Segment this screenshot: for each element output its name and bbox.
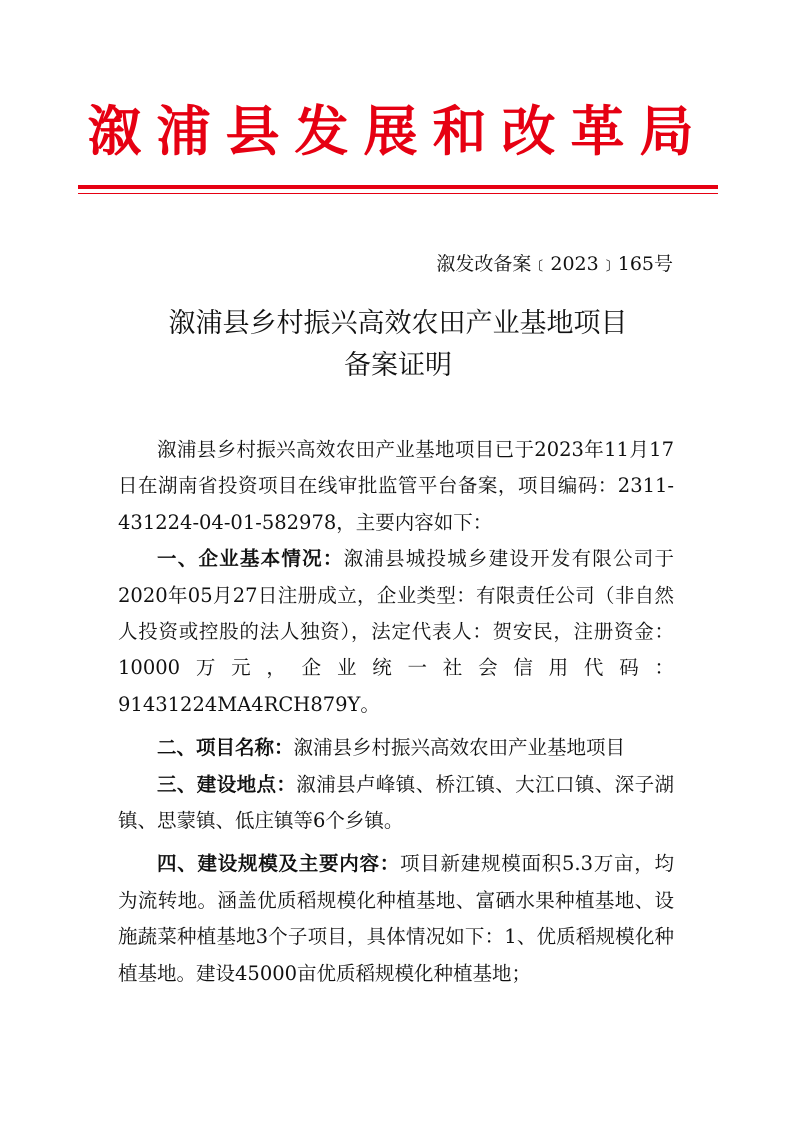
document-body: [118, 432, 674, 992]
header-divider-thin: [78, 193, 718, 194]
section-heading-project-name: 二、项目名称：: [157, 736, 294, 760]
document-title-line2: 备案证明: [344, 350, 452, 381]
document-number: 溆发改备案﹝2023﹞165号: [436, 253, 673, 275]
section-project-name: [118, 730, 674, 766]
section-heading-location: 三、建设地点：: [157, 772, 297, 796]
section-text-project-name: 溆浦县乡村振兴高效农田产业基地项目: [293, 736, 626, 760]
section-scale: [118, 846, 674, 992]
organization-header: 溆浦县发展和改革局: [87, 100, 709, 163]
section-text-enterprise: 溆浦县城投城乡建设开发有限公司于2020年05月27日注册成立，企业类型：有限责任公司（非自然人投资或控股的法人独资），法定代表人：贺安民，注册资金：10000万元，企业统一社会信用代码：91431224MA4RCH879Y。: [118, 547, 674, 716]
intro-paragraph: 溆浦县乡村振兴高效农田产业基地项目已于2023年11月17日在湖南省投资项目在线审批监管平台备案，项目编码：2311-431224-04-01-582978，主要内容如下：: [118, 438, 674, 534]
section-text-scale: 项目新建规模面积5.3万亩，均为流转地。涵盖优质稻规模化种植基地、富硒水果种植基地、设施蔬菜种植基地3个子项目，具体情况如下：1、优质稻规模化种植基地。建设45000亩优质稻规模化种植基地；: [118, 852, 674, 985]
document-title: [78, 303, 718, 387]
section-heading-scale: 四、建设规模及主要内容：: [157, 852, 400, 876]
header-divider-thick: [78, 185, 718, 189]
document-title-line1: 溆浦县乡村振兴高效农田产业基地项目: [168, 308, 628, 339]
section-text-location: 溆浦县卢峰镇、桥江镇、大江口镇、深子湖镇、思蒙镇、低庄镇等6个乡镇。: [118, 772, 674, 833]
section-enterprise-info: [118, 541, 674, 723]
section-heading-enterprise: 一、企业基本情况：: [157, 547, 344, 571]
section-location: [118, 767, 674, 840]
